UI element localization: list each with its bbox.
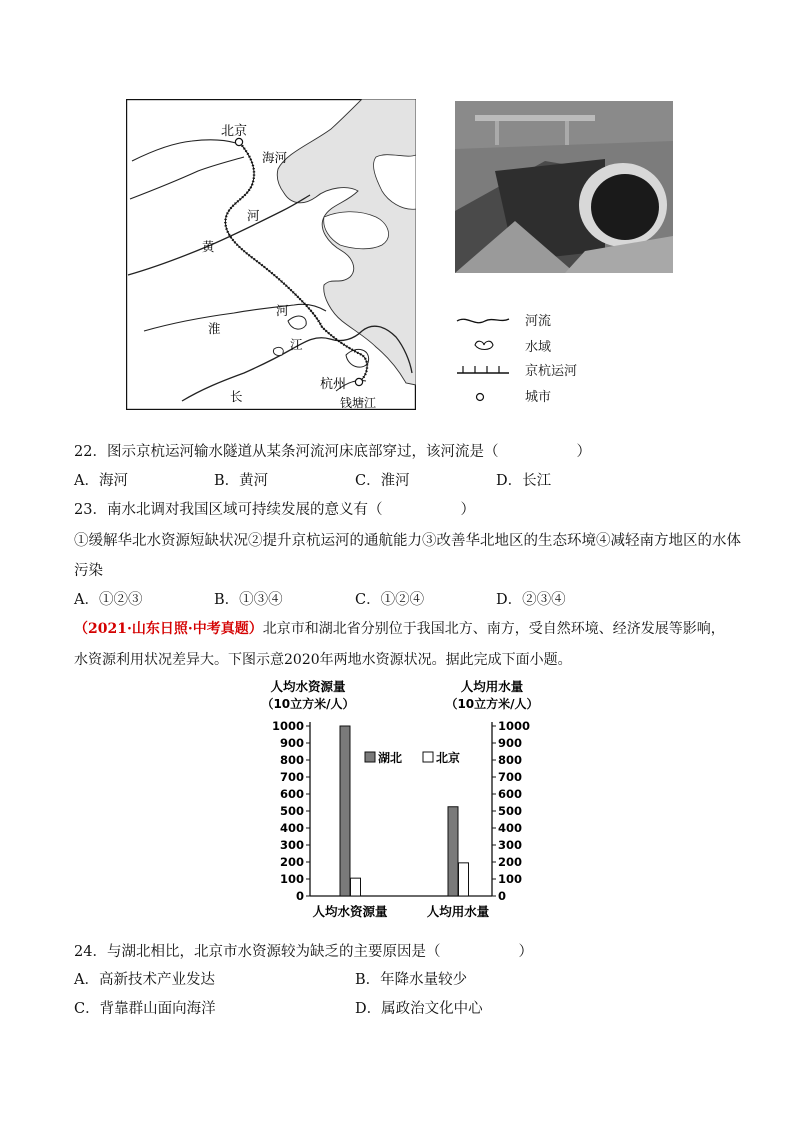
q22-option-a[interactable]: A．海河 [74,473,128,489]
q23-close: ） [460,502,475,518]
map-label-he1: 河 [247,208,260,223]
map-label-qiantang: 钱塘江 [340,396,377,410]
right-tick-label: 600 [498,787,523,801]
river-icon [455,312,511,331]
left-tick-label: 300 [279,838,304,852]
left-tick-label: 500 [279,804,304,818]
left-tick-label: 600 [279,787,304,801]
right-tick-label: 1000 [498,719,531,733]
right-tick-label: 900 [498,736,523,750]
chart-svg [260,676,540,922]
q22-close: ） [576,444,591,460]
q23-option-c[interactable]: C．①②④ [355,592,425,608]
left-tick-label: 200 [279,855,304,869]
q24-option-b[interactable]: B．年降水量较少 [355,972,468,988]
bar-湖北-1 [448,807,458,896]
legend-label-water: 水域 [525,340,552,355]
canal-map [126,99,416,410]
q23-option-b[interactable]: B．①③④ [214,592,283,608]
q23-stem: 23．南水北调对我国区域可持续发展的意义有（ [74,502,383,518]
question-23 [74,500,475,520]
map-label-jiang: 江 [290,337,303,352]
passage-line2: 水资源利用状况差异大。下图示意2020年两地水资源状况。据此完成下面小题。 [74,652,572,668]
q23-statements-line2: 污染 [74,563,103,579]
q24-option-c[interactable]: C．背靠群山面向海洋 [74,1001,216,1017]
water-resource-chart [260,676,540,922]
city-icon [475,388,487,407]
map-label-huang: 黄 [202,239,215,254]
right-axis-unit: （10立方米/人） [445,697,539,711]
right-tick-label: 800 [498,753,523,767]
right-tick-label: 0 [498,889,507,903]
left-tick-label: 100 [279,872,304,886]
left-axis-title: 人均水资源量 [270,679,346,694]
q24-stem: 24．与湖北相比，北京市水资源较为缺乏的主要原因是（ [74,944,441,960]
q24-close: ） [518,944,533,960]
q22-option-c[interactable]: C．淮河 [355,473,410,489]
legend-label-canal: 京杭运河 [525,364,578,379]
legend-label-0: 湖北 [378,751,403,765]
question-24 [74,942,533,962]
q23-option-d[interactable]: D．②③④ [496,592,566,608]
left-tick-label: 0 [295,889,304,903]
q22-stem: 22．图示京杭运河输水隧道从某条河流河床底部穿过，该河流是（ [74,444,499,460]
left-tick-label: 800 [279,753,304,767]
hangzhou-city [355,378,362,385]
canal-icon [455,362,511,381]
map-label-chang: 长 [230,389,243,404]
beijing-city [235,138,242,145]
left-tick-label: 400 [279,821,304,835]
q23-statements-line1: ①缓解华北水资源短缺状况②提升京杭运河的通航能力③改善华北地区的生态环境④减轻南方地区的水体 [74,533,741,549]
map-drawing [126,99,416,410]
right-tick-label: 500 [498,804,523,818]
q23-option-a[interactable]: A．①②③ [74,592,143,608]
bar-湖北-0 [340,726,350,896]
tunnel-photo [455,101,673,273]
right-tick-label: 400 [498,821,523,835]
q24-option-d[interactable]: D．属政治文化中心 [355,1001,483,1017]
left-axis-unit: （10立方米/人） [261,697,355,711]
map-label-beijing: 北京 [221,124,248,139]
legend-label-river: 河流 [525,314,552,329]
bar-北京-0 [351,878,361,896]
category-label: 人均用水量 [426,904,490,919]
source-tag: （2021·山东日照·中考真题） [74,621,263,637]
map-label-hangzhou: 杭州 [320,377,347,392]
q24-option-a[interactable]: A．高新技术产业发达 [74,972,215,988]
right-tick-label: 300 [498,838,523,852]
legend-label-city: 城市 [525,390,552,405]
right-tick-label: 100 [498,872,523,886]
map-label-he2: 河 [276,303,289,318]
legend-swatch-1 [423,752,433,762]
passage-text-1: 北京市和湖北省分别位于我国北方、南方，受自然环境、经济发展等影响， [262,621,725,637]
passage-line1 [74,619,725,639]
tunnel-photo-drawing [455,101,673,273]
left-tick-label: 700 [279,770,304,784]
category-label: 人均水资源量 [312,904,388,919]
right-tick-label: 700 [498,770,523,784]
question-22 [74,442,591,462]
right-axis-title: 人均用水量 [460,679,524,694]
right-tick-label: 200 [498,855,523,869]
water-area-icon [473,338,495,357]
map-label-huai: 淮 [208,321,221,336]
left-tick-label: 1000 [271,719,304,733]
q22-option-d[interactable]: D．长江 [496,473,552,489]
map-label-haihe: 海河 [262,150,288,165]
legend-swatch-0 [365,752,375,762]
map-legend [455,308,615,408]
q22-option-b[interactable]: B．黄河 [214,473,269,489]
legend-label-1: 北京 [436,751,461,765]
left-tick-label: 900 [279,736,304,750]
bar-北京-1 [459,863,469,896]
